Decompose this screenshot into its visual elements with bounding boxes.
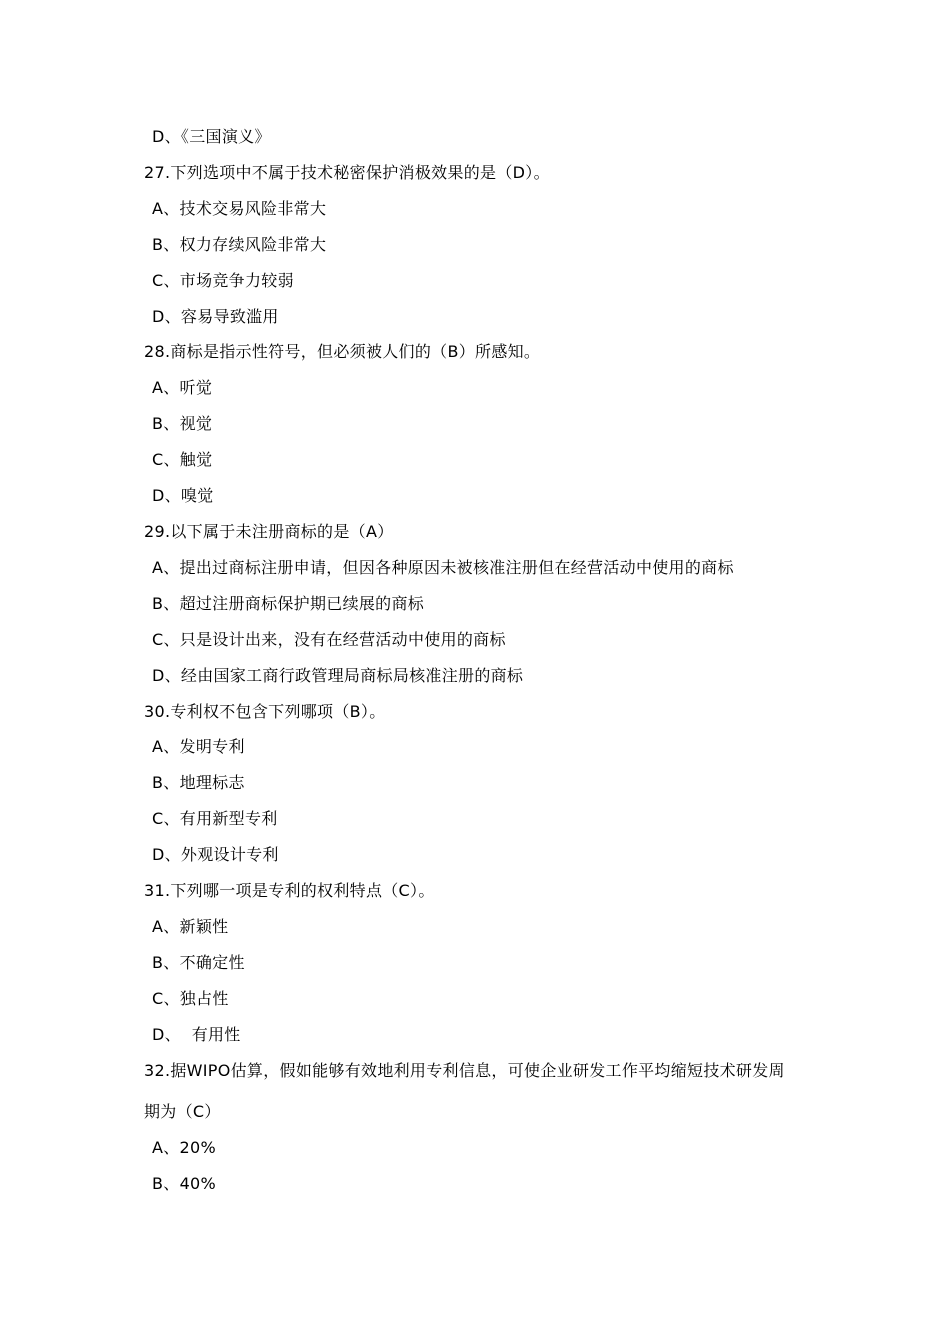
option-line: C、独占性 xyxy=(152,989,229,1008)
option-line: B、超过注册商标保护期已续展的商标 xyxy=(152,594,425,613)
option-line: B、地理标志 xyxy=(152,773,245,792)
question-line: 29.以下属于未注册商标的是（A） xyxy=(144,522,394,541)
option-line: D、《三国演义》 xyxy=(152,127,271,146)
option-line: A、新颖性 xyxy=(152,917,229,936)
question-line: 30.专利权不包含下列哪项（B）。 xyxy=(144,702,386,721)
question-line-continued: 期为（C） xyxy=(144,1102,221,1121)
option-line: C、触觉 xyxy=(152,450,213,469)
option-line: D、 有用性 xyxy=(152,1025,241,1044)
option-line: C、市场竞争力较弱 xyxy=(152,271,294,290)
option-line: D、经由国家工商行政管理局商标局核准注册的商标 xyxy=(152,666,524,685)
option-line: A、提出过商标注册申请，但因各种原因未被核准注册但在经营活动中使用的商标 xyxy=(152,558,734,577)
option-line: B、40% xyxy=(152,1174,217,1193)
option-line: D、嗅觉 xyxy=(152,486,214,505)
option-line: C、有用新型专利 xyxy=(152,809,278,828)
option-line: D、外观设计专利 xyxy=(152,845,279,864)
option-line: C、只是设计出来，没有在经营活动中使用的商标 xyxy=(152,630,506,649)
question-line: 32.据WIPO估算，假如能够有效地利用专利信息，可使企业研发工作平均缩短技术研发周 xyxy=(144,1061,785,1080)
question-line: 27.下列选项中不属于技术秘密保护消极效果的是（D）。 xyxy=(144,163,550,182)
question-line: 31.下列哪一项是专利的权利特点（C）。 xyxy=(144,881,435,900)
option-line: B、权力存续风险非常大 xyxy=(152,235,327,254)
option-line: A、技术交易风险非常大 xyxy=(152,199,327,218)
option-line: A、发明专利 xyxy=(152,737,245,756)
option-line: D、容易导致滥用 xyxy=(152,307,279,326)
option-line: B、不确定性 xyxy=(152,953,245,972)
option-line: A、听觉 xyxy=(152,378,213,397)
option-line: B、视觉 xyxy=(152,414,213,433)
question-line: 28.商标是指示性符号，但必须被人们的（B）所感知。 xyxy=(144,342,541,361)
option-line: A、20% xyxy=(152,1138,217,1157)
